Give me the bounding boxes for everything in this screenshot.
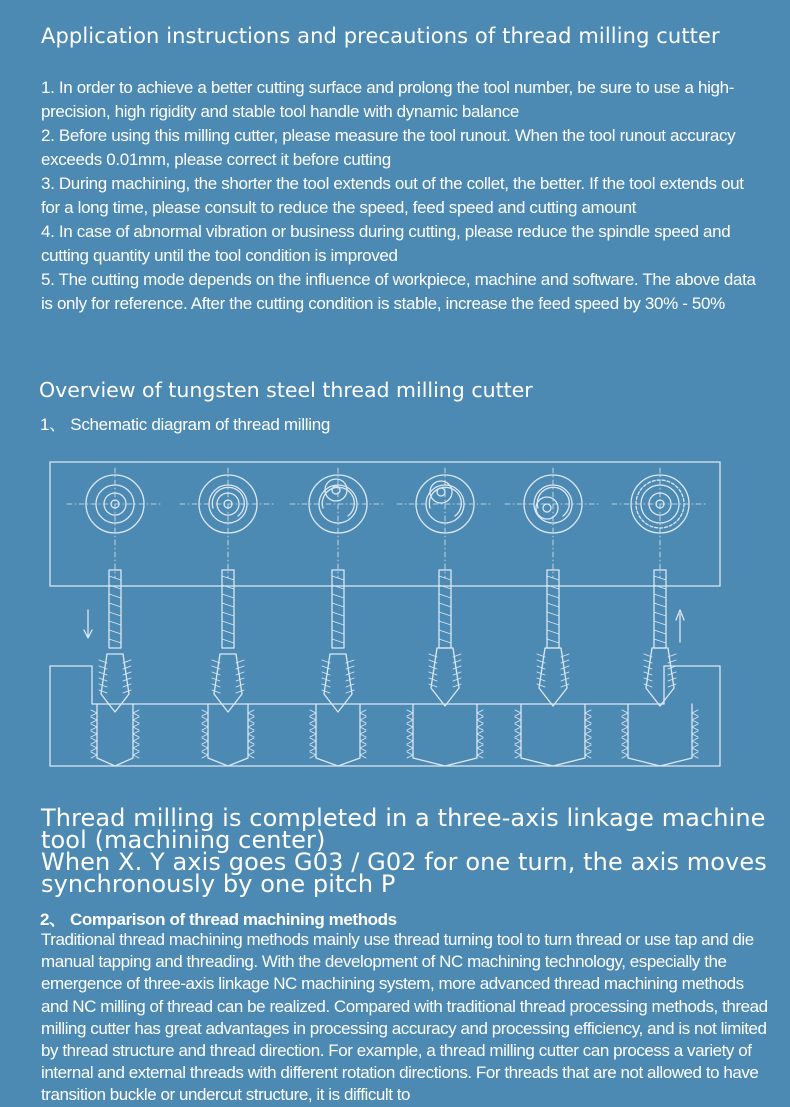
- instruction-item: 5. The cutting mode depends on the influence of workpiece, machine and software. The above data is only for reference. After the cutting condition is stable, increase the feed speed by 30% - 50%: [41, 270, 756, 313]
- cutter-tooth: [537, 684, 569, 687]
- thread-profile: [515, 710, 591, 716]
- thread-profile: [91, 724, 139, 730]
- cutter-shank: [332, 570, 344, 648]
- thread-profile: [91, 717, 139, 723]
- cutter-tooth: [99, 666, 131, 669]
- shank-hatch: [547, 612, 559, 616]
- thread-profile: [202, 710, 254, 716]
- thread-profile: [407, 717, 483, 723]
- instruction-item: 3. During machining, the shorter the tool extends out of the collet, the better. If the tool extends out for a long time, please consult to reduce the speed, feed speed and cutting amount: [41, 174, 744, 217]
- thread-profile: [407, 738, 483, 744]
- shank-hatch: [109, 612, 121, 616]
- top-view-plate: [50, 462, 720, 586]
- thread-profile: [515, 717, 591, 723]
- headline-line: When X. Y axis goes G03 / G02 for one turn, the axis moves synchronously by one pitch P: [41, 848, 767, 898]
- shank-hatch: [222, 630, 234, 634]
- instruction-item: 4. In case of abnormal vibration or business during cutting, please reduce the spindle speed and cutting quantity until the tool condition is improved: [41, 222, 731, 265]
- shank-hatch: [439, 639, 451, 643]
- shank-hatch: [439, 594, 451, 598]
- cutter-tooth: [537, 654, 569, 657]
- shank-hatch: [332, 621, 344, 625]
- cutter-tooth: [322, 690, 354, 693]
- cutter-tooth: [99, 684, 131, 687]
- thread-profile: [622, 745, 698, 751]
- shank-hatch: [222, 621, 234, 625]
- thread-profile: [407, 745, 483, 751]
- cutter-tooth: [212, 690, 244, 693]
- section-title-overview: Overview of tungsten steel thread milling cutter: [39, 378, 533, 402]
- shank-hatch: [109, 621, 121, 625]
- shank-hatch: [654, 603, 666, 607]
- thread-profile: [515, 745, 591, 751]
- feed-down-arrow: [84, 610, 92, 638]
- thread-profile: [310, 717, 366, 723]
- cutter-tooth: [537, 678, 569, 681]
- section-title-instructions: Application instructions and precautions of thread milling cutter: [41, 24, 720, 48]
- cutter-tooth: [429, 684, 461, 687]
- cutter-tooth: [644, 660, 676, 663]
- thread-profile: [310, 731, 366, 737]
- cutter-tooth: [429, 654, 461, 657]
- cutter-tooth: [322, 666, 354, 669]
- shank-hatch: [439, 612, 451, 616]
- thread-profile: [622, 717, 698, 723]
- thread-profile: [515, 731, 591, 737]
- instruction-item: 2. Before using this milling cutter, please measure the tool runout. When the tool runout accuracy exceeds 0.01mm, please correct it before cutting: [41, 126, 736, 169]
- shank-hatch: [332, 603, 344, 607]
- thread-profile: [407, 731, 483, 737]
- comparison-paragraph: Traditional thread machining methods mainly use thread turning tool to turn thread or use tap and die manual tapping and threading. With the development of NC machining technology, especially the emergence of three-axis linkage NC machining system, more advanced thread machining methods and NC milling of thread can be realized. Compared with traditional thread processing methods, thread milling cutter has great advantages in processing accuracy and processing efficiency, and is not limited by thread structure and thread direction. For example, a thread milling cutter can process a variety of internal and external threads with different rotation directions. For threads that are not allowed to have transition buckle or undercut structure, it is difficult to: [41, 930, 768, 1105]
- thread-profile: [310, 738, 366, 744]
- cutter-tooth: [644, 684, 676, 687]
- shank-hatch: [222, 603, 234, 607]
- shank-hatch: [332, 612, 344, 616]
- shank-hatch: [547, 594, 559, 598]
- thread-profile: [622, 710, 698, 716]
- shank-hatch: [222, 612, 234, 616]
- shank-hatch: [109, 594, 121, 598]
- thread-profile: [91, 752, 139, 758]
- shank-hatch: [547, 630, 559, 634]
- thread-profile: [91, 710, 139, 716]
- thread-profile: [515, 752, 591, 758]
- cutter-tooth: [212, 660, 244, 663]
- tool-path-arc: [322, 487, 354, 516]
- shank-hatch: [654, 639, 666, 643]
- thread-profile: [202, 717, 254, 723]
- shank-hatch: [547, 639, 559, 643]
- instruction-item: 1. In order to achieve a better cutting surface and prolong the tool number, be sure to use a high-precision, high rigidity and stable tool handle with dynamic balance: [41, 78, 735, 121]
- cutter-tooth: [644, 678, 676, 681]
- thread-profile: [310, 724, 366, 730]
- cutter-tooth: [429, 660, 461, 663]
- thread-profile: [622, 738, 698, 744]
- cutter-tooth: [99, 660, 131, 663]
- thread-profile: [622, 724, 698, 730]
- shank-hatch: [547, 603, 559, 607]
- thread-profile: [91, 731, 139, 737]
- drilled-hole-outline: [97, 704, 133, 766]
- cutter-shank: [109, 570, 121, 648]
- shank-hatch: [654, 612, 666, 616]
- cutter-hub: [543, 504, 551, 512]
- shank-hatch: [439, 630, 451, 634]
- shank-hatch: [547, 621, 559, 625]
- cutter-shank: [439, 570, 451, 648]
- thread-profile: [202, 731, 254, 737]
- thread-profile: [91, 745, 139, 751]
- thread-profile: [407, 752, 483, 758]
- thread-profile: [622, 731, 698, 737]
- drilled-hole-outline: [628, 704, 692, 766]
- drilled-hole-outline: [413, 704, 477, 766]
- cutter-tooth: [429, 678, 461, 681]
- thread-profile: [202, 745, 254, 751]
- cutter-shank: [222, 570, 234, 648]
- cutter-tooth: [537, 660, 569, 663]
- cutter-tooth: [322, 684, 354, 687]
- shank-hatch: [109, 630, 121, 634]
- shank-hatch: [332, 630, 344, 634]
- thread-profile: [310, 752, 366, 758]
- thread-profile: [202, 724, 254, 730]
- cutter-tooth: [212, 684, 244, 687]
- thread-profile: [310, 745, 366, 751]
- shank-hatch: [654, 621, 666, 625]
- workpiece-section: [50, 666, 720, 766]
- drilled-hole-outline: [521, 704, 585, 766]
- shank-hatch: [109, 603, 121, 607]
- shank-hatch: [654, 630, 666, 634]
- shank-hatch: [332, 639, 344, 643]
- headline-three-axis: [41, 804, 786, 898]
- instructions-list: [41, 76, 761, 316]
- thread-profile: [515, 738, 591, 744]
- thread-profile: [310, 710, 366, 716]
- shank-hatch: [654, 594, 666, 598]
- shank-hatch: [222, 639, 234, 643]
- tool-path-arc: [537, 487, 569, 516]
- thread-profile: [407, 724, 483, 730]
- shank-hatch: [332, 594, 344, 598]
- cutter-tooth: [212, 666, 244, 669]
- thread-profile: [407, 710, 483, 716]
- subheading-comparison: 2、 Comparison of thread machining methods: [40, 910, 397, 929]
- thread-profile: [202, 738, 254, 744]
- drilled-hole-outline: [316, 704, 360, 766]
- shank-hatch: [222, 594, 234, 598]
- shank-hatch: [439, 603, 451, 607]
- cutter-shank: [654, 570, 666, 648]
- cutter-tooth: [644, 654, 676, 657]
- retract-up-arrow: [676, 610, 684, 642]
- subheading-schematic: 1、 Schematic diagram of thread milling: [40, 415, 331, 434]
- shank-hatch: [439, 621, 451, 625]
- thread-profile: [91, 738, 139, 744]
- headline-line: Thread milling is completed in a three-axis linkage machine tool (machining center): [41, 804, 766, 854]
- thread-profile: [515, 724, 591, 730]
- cutter-tooth: [99, 690, 131, 693]
- thread-profile: [202, 752, 254, 758]
- cutter-circle: [536, 497, 558, 519]
- drilled-hole-outline: [208, 704, 248, 766]
- cutter-shank: [547, 570, 559, 648]
- shank-hatch: [109, 639, 121, 643]
- cutter-tooth: [322, 660, 354, 663]
- thread-profile: [622, 752, 698, 758]
- thread-milling-schematic: [48, 458, 724, 770]
